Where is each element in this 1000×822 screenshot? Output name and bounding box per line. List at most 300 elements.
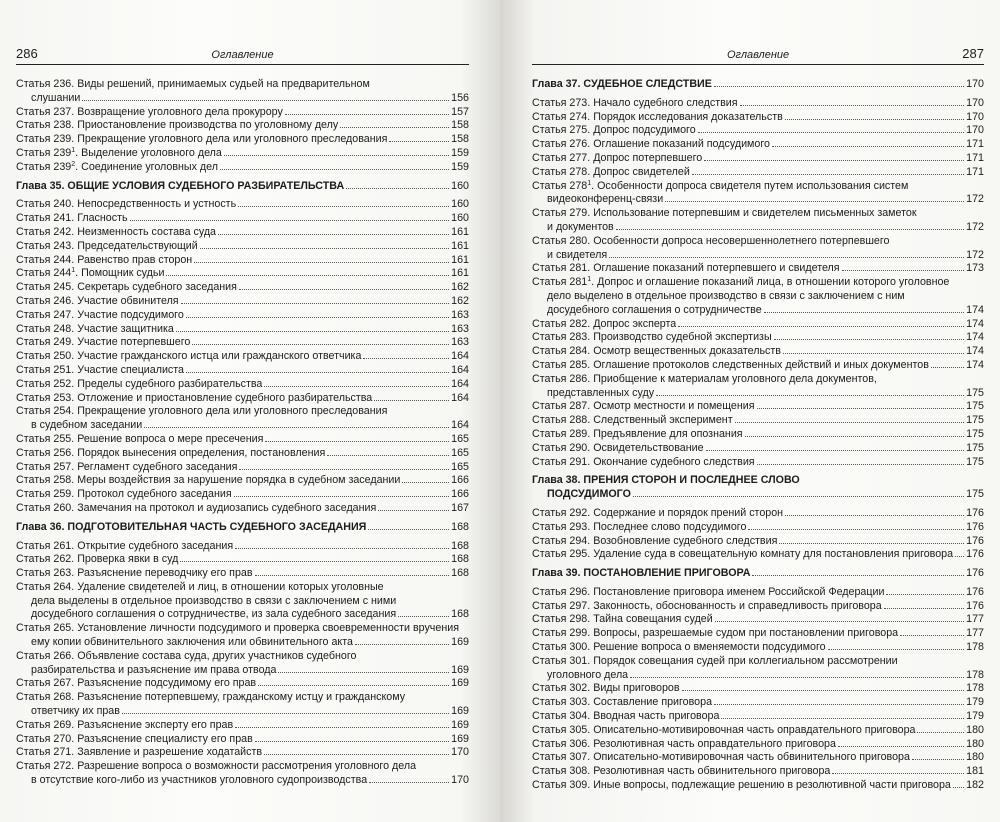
toc-title-text: Статья 267. Разъяснение подсудимому его прав [16, 677, 257, 690]
dot-leader [166, 275, 449, 276]
toc-page-number: 175 [966, 414, 984, 427]
toc-page-number: 165 [451, 446, 469, 459]
toc-line [532, 331, 984, 345]
toc-title-text: Статья 295. Удаление суда в совещательную комнату для постановления приговора [532, 548, 954, 561]
toc-line [532, 488, 984, 502]
dot-leader [389, 141, 449, 142]
toc-line [532, 682, 984, 696]
toc-line [532, 138, 984, 152]
toc-entry [532, 180, 984, 208]
toc-page-number: 168 [451, 608, 469, 621]
right-page-header [532, 0, 984, 65]
toc-line [16, 774, 469, 788]
dot-leader [238, 206, 449, 207]
toc-line [16, 461, 469, 475]
toc-entry [16, 336, 469, 350]
toc-entry [532, 710, 984, 724]
toc-line [16, 595, 469, 609]
toc-page-number: 156 [451, 91, 469, 104]
toc-title-text: Статья 258. Меры воздействия за нарушение порядка в судебном заседании [16, 474, 401, 487]
dot-leader [340, 127, 449, 128]
dot-leader [200, 248, 449, 249]
toc-entry [16, 212, 469, 226]
toc-entry [16, 540, 469, 554]
dot-leader [327, 455, 449, 456]
toc-title-text: видеоконференц-связи [547, 193, 664, 206]
toc-title-text: Статья 288. Следственный эксперимент [532, 414, 733, 427]
dot-leader [369, 782, 449, 783]
dot-leader [953, 787, 964, 788]
toc-title-text: представленных суду [547, 386, 655, 399]
toc-line [532, 304, 984, 318]
toc-title-text: Статья 275. Допрос подсудимого [532, 124, 696, 137]
toc-line [532, 400, 984, 414]
dot-leader [714, 86, 964, 87]
toc-page-number: 182 [966, 779, 984, 792]
toc-page-number: 171 [966, 151, 984, 164]
toc-entry [16, 691, 469, 719]
toc-title-text: Статья 298. Тайна совещания судей [532, 613, 713, 626]
toc-line [532, 600, 984, 614]
toc-title-text: Статья 272. Разрешение вопроса о возможности рассмотрения уголовного дела [16, 760, 417, 773]
toc-line [532, 97, 984, 111]
dot-leader [886, 594, 964, 595]
toc-page-number: 177 [966, 613, 984, 626]
toc-line [16, 309, 469, 323]
toc-title-text: Статья 237. Возвращение уголовного дела прокурору [16, 105, 283, 118]
toc-title-text: Статья 240. Непосредственность и устность [16, 198, 237, 211]
toc-title-text: Статья 270. Разъяснение специалисту его прав [16, 732, 253, 745]
toc-entry [532, 456, 984, 470]
dot-leader [363, 358, 449, 359]
toc-entry [532, 111, 984, 125]
toc-line [532, 442, 984, 456]
page-number: 286 [16, 46, 38, 61]
toc-entry [532, 682, 984, 696]
toc-title-text: Статья 282. Допрос эксперта [532, 317, 677, 330]
toc-line [532, 738, 984, 752]
toc-line [532, 207, 984, 221]
toc-title-text: Статья 278. Допрос свидетелей [532, 165, 690, 178]
toc-entry [532, 262, 984, 276]
dot-leader [368, 529, 449, 530]
toc-entry [16, 746, 469, 760]
toc-entry [16, 240, 469, 254]
toc-page-number: 172 [966, 248, 984, 261]
toc-entry [16, 474, 469, 488]
dot-leader [772, 146, 964, 147]
dot-leader [764, 312, 964, 313]
toc-title-text: Статья 253. Отложение и приостановление судебного разбирательства [16, 391, 373, 404]
toc-line [16, 323, 469, 337]
toc-line [16, 254, 469, 268]
toc-line [532, 276, 984, 290]
toc-line [16, 180, 469, 194]
toc-title-text: Статья 266. Объявление состава суда, других участников судебного [16, 649, 357, 662]
toc-line [16, 78, 469, 92]
toc-entry [16, 119, 469, 133]
toc-chapter [16, 521, 469, 535]
dot-leader [181, 303, 450, 304]
toc-page-number: 176 [966, 585, 984, 598]
toc-line [16, 760, 469, 774]
toc-line [16, 267, 469, 281]
toc-entry [16, 622, 469, 650]
toc-line [16, 281, 469, 295]
toc-title-text: Статья 291. Окончание судебного следствия [532, 455, 755, 468]
toc-line [16, 392, 469, 406]
toc-page-number: 160 [451, 198, 469, 211]
toc-title-text: Статья 268. Разъяснение потерпевшему, гражданскому истцу и гражданскому [16, 691, 406, 704]
toc-entry [532, 97, 984, 111]
running-header: Оглавление [727, 49, 790, 61]
toc-title-text: Статья 280. Особенности допроса несовершеннолетнего потерпевшего [532, 234, 890, 247]
dot-leader [186, 372, 449, 373]
dot-leader [838, 746, 964, 747]
toc-line [532, 474, 984, 488]
toc-entry [16, 281, 469, 295]
dot-leader [740, 105, 965, 106]
toc-title-text: ПОДСУДИМОГО [547, 488, 631, 501]
toc-line [16, 636, 469, 650]
toc-title-text: Статья 299. Вопросы, разрешаемые судом при постановлении приговора [532, 627, 899, 640]
toc-entry [16, 677, 469, 691]
toc-page-number: 172 [966, 220, 984, 233]
dot-leader [186, 317, 449, 318]
toc-title-text: Статья 297. Законность, обоснованность и справедливость приговора [532, 599, 882, 612]
dot-leader [748, 529, 964, 530]
toc-page-number: 164 [451, 377, 469, 390]
toc-entry [532, 331, 984, 345]
toc-title-text: Глава 35. ОБЩИЕ УСЛОВИЯ СУДЕБНОГО РАЗБИРАТЕЛЬСТВА [16, 179, 345, 192]
toc-title-text: Статья 277. Допрос потерпевшего [532, 151, 703, 164]
toc-entry [532, 442, 984, 456]
toc-entry [532, 428, 984, 442]
dot-leader [912, 759, 964, 760]
toc-entry [532, 138, 984, 152]
toc-entry [532, 124, 984, 138]
toc-page-number: 164 [451, 419, 469, 432]
dot-leader [264, 386, 449, 387]
toc-title-text: Статья 309. Иные вопросы, подлежащие решению в резолютивной части приговора [532, 779, 951, 792]
toc-title-text: досудебного соглашения о сотрудничестве, из зала судебного заседания [31, 608, 397, 621]
toc-page-number: 169 [451, 663, 469, 676]
toc-entry [16, 447, 469, 461]
toc-page-number: 162 [451, 294, 469, 307]
dot-leader [900, 635, 964, 636]
dot-leader [785, 515, 964, 516]
dot-leader [715, 621, 964, 622]
toc-page-number: 176 [966, 506, 984, 519]
page-number: 287 [962, 46, 984, 61]
toc-entry [532, 535, 984, 549]
toc-page-number: 170 [451, 774, 469, 787]
toc-title-text: Статья 294. Возобновление судебного следствия [532, 534, 778, 547]
toc-entry [532, 613, 984, 627]
toc-page-number: 166 [451, 474, 469, 487]
dot-leader [678, 326, 964, 327]
running-header: Оглавление [211, 49, 274, 61]
dot-leader [176, 331, 449, 332]
toc-line [16, 133, 469, 147]
dot-leader [235, 548, 449, 549]
dot-leader [192, 344, 449, 345]
dot-leader [757, 464, 965, 465]
toc-line [16, 691, 469, 705]
toc-page-number: 170 [451, 746, 469, 759]
toc-page-number: 169 [451, 732, 469, 745]
toc-entry [532, 751, 984, 765]
toc-page-number: 176 [966, 548, 984, 561]
dot-leader [258, 685, 449, 686]
toc-entry [16, 226, 469, 240]
toc-entry [16, 133, 469, 147]
toc-line [16, 502, 469, 516]
toc-title-text: Статья 250. Участие гражданского истца или гражданского ответчика [16, 350, 362, 363]
toc-page-number: 168 [451, 520, 469, 533]
toc-line [16, 419, 469, 433]
toc-title-text: и свидетеля [547, 248, 608, 261]
dot-leader [931, 367, 964, 368]
toc-title-text: Статья 252. Пределы судебного разбирательства [16, 377, 263, 390]
toc-line [532, 507, 984, 521]
toc-page-number: 157 [451, 105, 469, 118]
toc-line [532, 318, 984, 332]
dot-leader [682, 690, 965, 691]
toc-title-text: дела выделены в отдельное производство в связи с заключением с ними [31, 594, 397, 607]
dot-leader [402, 482, 449, 483]
dot-leader [398, 616, 449, 617]
toc-title-text: Глава 38. ПРЕНИЯ СТОРОН И ПОСЛЕДНЕЕ СЛОВО [532, 474, 800, 487]
toc-line [16, 474, 469, 488]
toc-entry [16, 433, 469, 447]
dot-leader [698, 132, 965, 133]
toc-title-text: Статья 256. Порядок вынесения определения, постановления [16, 446, 326, 459]
toc-line [16, 295, 469, 309]
toc-line [16, 198, 469, 212]
toc-title-text: Статья 259. Протокол судебного заседания [16, 488, 232, 501]
toc-line [16, 719, 469, 733]
toc-title-text: Статья $239^2$. Соединение уголовных дел [16, 160, 218, 173]
toc-entry [532, 627, 984, 641]
toc-line [16, 212, 469, 226]
toc-page-number: 159 [451, 146, 469, 159]
toc-entry [532, 507, 984, 521]
toc-title-text: Глава 39. ПОСТАНОВЛЕНИЕ ПРИГОВОРА [532, 567, 751, 580]
toc-line [16, 567, 469, 581]
toc-page-number: 175 [966, 386, 984, 399]
toc-line [532, 521, 984, 535]
toc-title-text: Статья 307. Описательно-мотивировочная часть обвинительного приговора [532, 751, 910, 764]
toc-line [16, 405, 469, 419]
toc-entry [16, 295, 469, 309]
toc-title-text: Статья 283. Производство судебной экспертизы [532, 331, 772, 344]
toc-entry [16, 488, 469, 502]
toc-line [532, 535, 984, 549]
toc-entry [16, 350, 469, 364]
toc-page-number: 159 [451, 160, 469, 173]
toc-page-number: 175 [966, 441, 984, 454]
toc-page-number: 169 [451, 705, 469, 718]
dot-leader [82, 100, 449, 101]
toc-entry [16, 733, 469, 747]
toc-title-text: Статья 245. Секретарь судебного заседания [16, 281, 237, 294]
toc-entry [532, 373, 984, 401]
toc-line [16, 240, 469, 254]
toc-line [16, 364, 469, 378]
dot-leader [278, 672, 449, 673]
toc-title-text: Статья $239^1$. Выделение уголовного дела [16, 146, 222, 159]
toc-page-number: 158 [451, 133, 469, 146]
toc-line [532, 78, 984, 92]
toc-title-text: уголовного дела [547, 668, 629, 681]
dot-leader [265, 441, 449, 442]
toc-line [532, 655, 984, 669]
toc-page-number: 171 [966, 165, 984, 178]
toc-line [532, 166, 984, 180]
toc-title-text: Статья 279. Использование потерпевшим и свидетелем письменных заметок [532, 207, 917, 220]
toc-page-number: 169 [451, 718, 469, 731]
toc-page-number: 164 [451, 363, 469, 376]
toc-page-number: 163 [451, 308, 469, 321]
toc-page-number: 169 [451, 677, 469, 690]
toc-line [16, 119, 469, 133]
dot-leader [917, 732, 964, 733]
toc-chapter [16, 180, 469, 194]
toc-title-text: Статья 263. Разъяснение переводчику его прав [16, 567, 253, 580]
toc-title-text: Статья 241. Гласность [16, 212, 128, 225]
toc-title-text: Статья 296. Постановление приговора именем Российской Федерации [532, 585, 885, 598]
toc-line [532, 548, 984, 562]
toc-page-number: 170 [966, 78, 984, 90]
toc-line [16, 488, 469, 502]
dot-leader [285, 114, 449, 115]
toc-entry [532, 400, 984, 414]
toc-page-number: 162 [451, 281, 469, 294]
dot-leader [630, 677, 964, 678]
toc-line [16, 226, 469, 240]
toc-entry [532, 696, 984, 710]
toc-title-text: Статья 302. Виды приговоров [532, 682, 680, 695]
toc-title-text: Статья 273. Начало судебного следствия [532, 96, 738, 109]
toc-page-number: 178 [966, 641, 984, 654]
toc-line [16, 447, 469, 461]
toc-page-number: 171 [966, 138, 984, 151]
dot-leader [842, 270, 965, 271]
toc-line [532, 641, 984, 655]
toc-title-text: Статья 247. Участие подсудимого [16, 308, 184, 321]
dot-leader [144, 427, 449, 428]
toc-title-text: разбирательства и разъяснение им права отвода [31, 663, 277, 676]
toc-title-text: в судебном заседании [31, 419, 143, 432]
toc-title-text: Статья 242. Неизменность состава суда [16, 225, 216, 238]
toc-title-text: Статья 290. Освидетельствование [532, 441, 704, 454]
dot-leader [239, 469, 449, 470]
toc-page-number: 174 [966, 358, 984, 371]
toc-line [532, 373, 984, 387]
toc-line [16, 553, 469, 567]
toc-chapter [532, 567, 984, 581]
toc-page-number: 168 [451, 567, 469, 580]
toc-page-number: 179 [966, 710, 984, 723]
dot-leader [706, 450, 965, 451]
toc-line [16, 433, 469, 447]
toc-line [16, 161, 469, 175]
toc-line [532, 262, 984, 276]
toc-page-number: 176 [966, 599, 984, 612]
toc-line [532, 180, 984, 194]
toc-title-text: Статья 293. Последнее слово подсудимого [532, 520, 747, 533]
dot-leader [346, 188, 449, 189]
toc-title-text: Статья $244^1$. Помощник судьи [16, 267, 165, 280]
dot-leader [955, 556, 964, 557]
toc-entry [532, 276, 984, 317]
toc-page-number: 169 [451, 636, 469, 649]
toc-page-number: 172 [966, 193, 984, 206]
toc-title-text: Статья 255. Решение вопроса о мере пресечения [16, 432, 264, 445]
toc-page-number: 174 [966, 331, 984, 344]
toc-title-text: дело выделено в отдельное производство в связи с заключением с ним [547, 289, 905, 302]
toc-title-text: Статья 308. Резолютивная часть обвинительного приговора [532, 765, 831, 778]
toc-entry [532, 655, 984, 683]
toc-line [532, 235, 984, 249]
toc-title-text: Статья 248. Участие защитника [16, 322, 174, 335]
toc-entry [16, 323, 469, 337]
toc-page-number: 173 [966, 262, 984, 275]
toc-entry [532, 235, 984, 263]
toc-entry [532, 521, 984, 535]
toc-entry [532, 586, 984, 600]
dot-leader [609, 257, 964, 258]
toc-entry [532, 600, 984, 614]
toc-line [16, 336, 469, 350]
toc-title-text: Статья 292. Содержание и порядок прений сторон [532, 506, 784, 519]
toc-line [16, 106, 469, 120]
toc-title-text: Статья 284. Осмотр вещественных доказательств [532, 345, 781, 358]
toc-title-text: Статья 265. Установление личности подсудимого и проверка своевременности вручения [16, 622, 459, 635]
toc-entry [16, 567, 469, 581]
toc-title-text: Статья 285. Оглашение протоколов следственных действий и иных документов [532, 358, 929, 371]
dot-leader [378, 510, 449, 511]
dot-leader [255, 741, 449, 742]
toc-entry [532, 724, 984, 738]
toc-title-text: Статья 281. Оглашение показаний потерпевшего и свидетеля [532, 262, 840, 275]
table-of-contents-right [532, 78, 984, 793]
toc-page-number: 168 [451, 539, 469, 552]
dot-leader [692, 174, 964, 175]
table-of-contents-left [16, 78, 469, 788]
toc-title-text: Статья 249. Участие потерпевшего [16, 336, 191, 349]
toc-entry [532, 207, 984, 235]
toc-title-text: Статья $278^1$. Особенности допроса свидетеля путем использования систем [532, 179, 909, 192]
toc-line [532, 290, 984, 304]
toc-title-text: Статья 271. Заявление и разрешение ходатайств [16, 746, 263, 759]
toc-line [16, 608, 469, 622]
toc-line [532, 359, 984, 373]
toc-title-text: Статья 262. Проверка явки в суд [16, 553, 179, 566]
dot-leader [757, 408, 965, 409]
toc-page-number: 165 [451, 432, 469, 445]
toc-title-text: Статья 269. Разъяснение эксперту его прав [16, 718, 234, 731]
toc-line [16, 581, 469, 595]
toc-line [16, 350, 469, 364]
toc-entry [532, 359, 984, 373]
toc-page-number: 161 [451, 267, 469, 280]
toc-page-number: 176 [966, 567, 984, 580]
toc-line [532, 779, 984, 793]
toc-chapter [532, 474, 984, 502]
toc-page-number: 180 [966, 751, 984, 764]
